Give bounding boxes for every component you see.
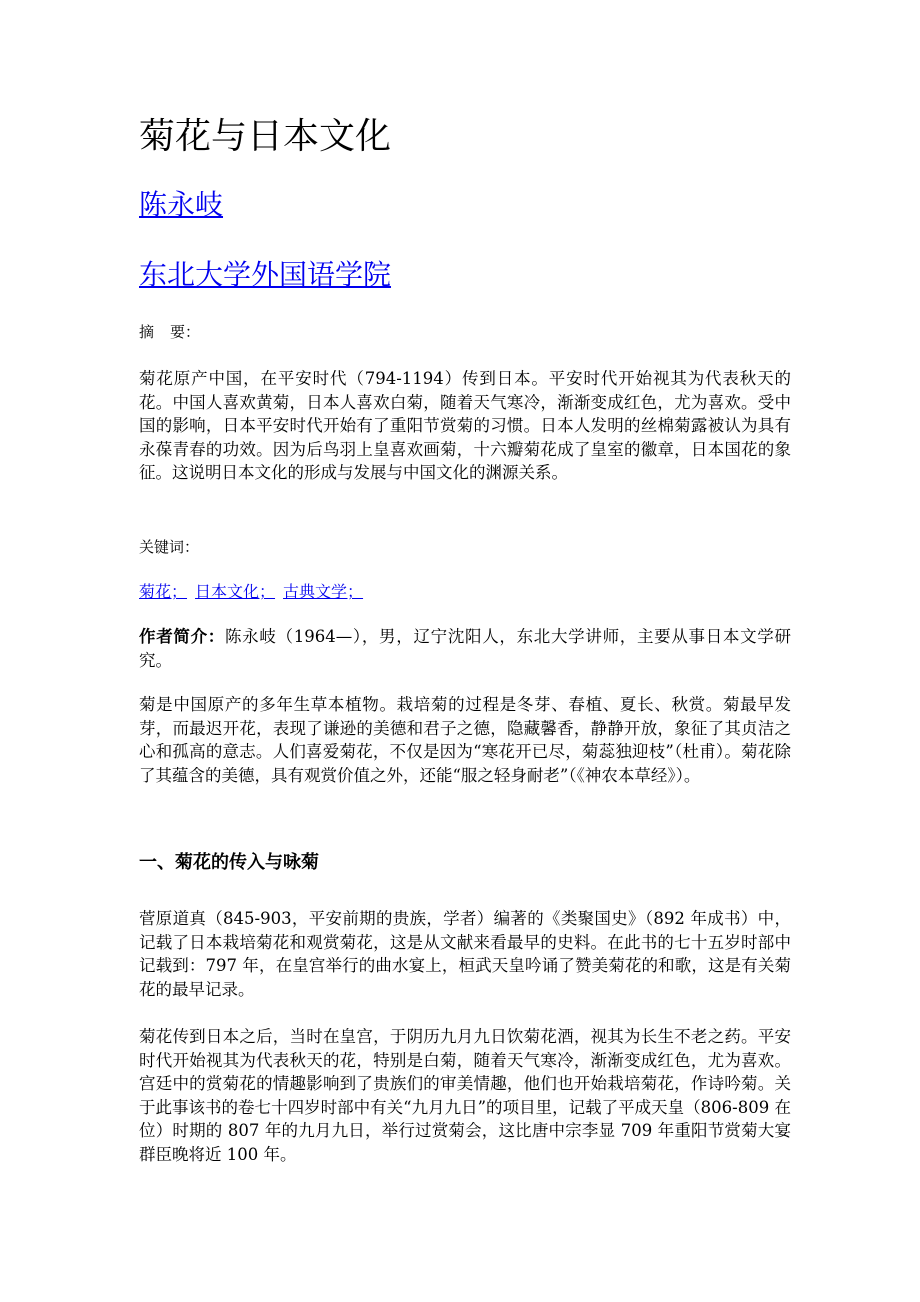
- affiliation-link[interactable]: 东北大学外国语学院: [139, 258, 392, 291]
- body-paragraph-1: 菅原道真（845-903，平安前期的贵族，学者）编著的《类聚国史》（892 年成书）中，记载了日本栽培菊花和观赏菊花，这是从文献来看最早的史料。在此书的七十五岁时部中记载到：797 年，在皇宫举行的曲水宴上，桓武天皇吟诵了赞美菊花的和歌，这是有关菊花的最早记录。: [139, 909, 791, 999]
- abstract-text: 菊花原产中国，在平安时代（794-1194）传到日本。平安时代开始视其为代表秋天的花。中国人喜欢黄菊，日本人喜欢白菊，随着天气寒冷，渐渐变成红色，尤为喜欢。受中国的影响，日本平安时代开始有了重阳节赏菊的习惯。日本人发明的丝棉菊露被认为具有永葆青春的功效。因为后鸟羽上皇喜欢画菊，十六瓣菊花成了皇室的徽章，日本国花的象征。这说明日本文化的形成与发展与中国文化的渊源关系。: [139, 369, 791, 483]
- keyword-link-japanese-culture[interactable]: 日本文化；: [195, 582, 276, 601]
- keywords-list: [139, 580, 371, 604]
- keyword-link-chrysanthemum[interactable]: 菊花；: [139, 582, 188, 601]
- section-heading: 一、菊花的传入与咏菊: [139, 852, 319, 873]
- author-link[interactable]: 陈永岐: [139, 188, 224, 221]
- author-bio: [139, 625, 791, 672]
- keywords-label: 关键词：: [139, 538, 200, 556]
- abstract-label: [139, 320, 200, 344]
- abstract-label-part-2: 要：: [170, 323, 201, 341]
- author-bio-label: 作者简介：: [139, 627, 225, 646]
- page-title: 菊花与日本文化: [139, 116, 392, 157]
- intro-paragraph: 菊是中国原产的多年生草本植物。栽培菊的过程是冬芽、春植、夏长、秋赏。菊最早发芽，而最迟开花，表现了谦逊的美德和君子之德，隐藏馨香，静静开放，象征了其贞洁之心和孤高的意志。人们喜爱菊花，不仅是因为“寒花开已尽，菊蕊独迎枝”（杜甫）。菊花除了其蕴含的美德，具有观赏价值之外，还能“服之轻身耐老”（《神农本草经》）。: [139, 695, 791, 785]
- author-bio-text: 陈永岐（1964—），男，辽宁沈阳人，东北大学讲师，主要从事日本文学研究。: [139, 627, 791, 670]
- keyword-link-classical-literature[interactable]: 古典文学；: [283, 582, 364, 601]
- abstract-label-part-1: 摘: [139, 323, 155, 341]
- body-paragraph-2: 菊花传到日本之后，当时在皇宫，于阴历九月九日饮菊花酒，视其为长生不老之药。平安时代开始视其为代表秋天的花，特别是白菊，随着天气寒冷，渐渐变成红色，尤为喜欢。宫廷中的赏菊花的情趣影响到了贵族们的审美情趣，他们也开始栽培菊花，作诗吟菊。关于此事该书的卷七十四岁时部中有关“九月九日”的项目里，记载了平成天皇（806-809 在位）时期的 807 年的九月九日，举行过赏菊会，这比唐中宗李显 709 年重阳节赏菊大宴群臣晚将近 100 年。: [139, 1027, 791, 1164]
